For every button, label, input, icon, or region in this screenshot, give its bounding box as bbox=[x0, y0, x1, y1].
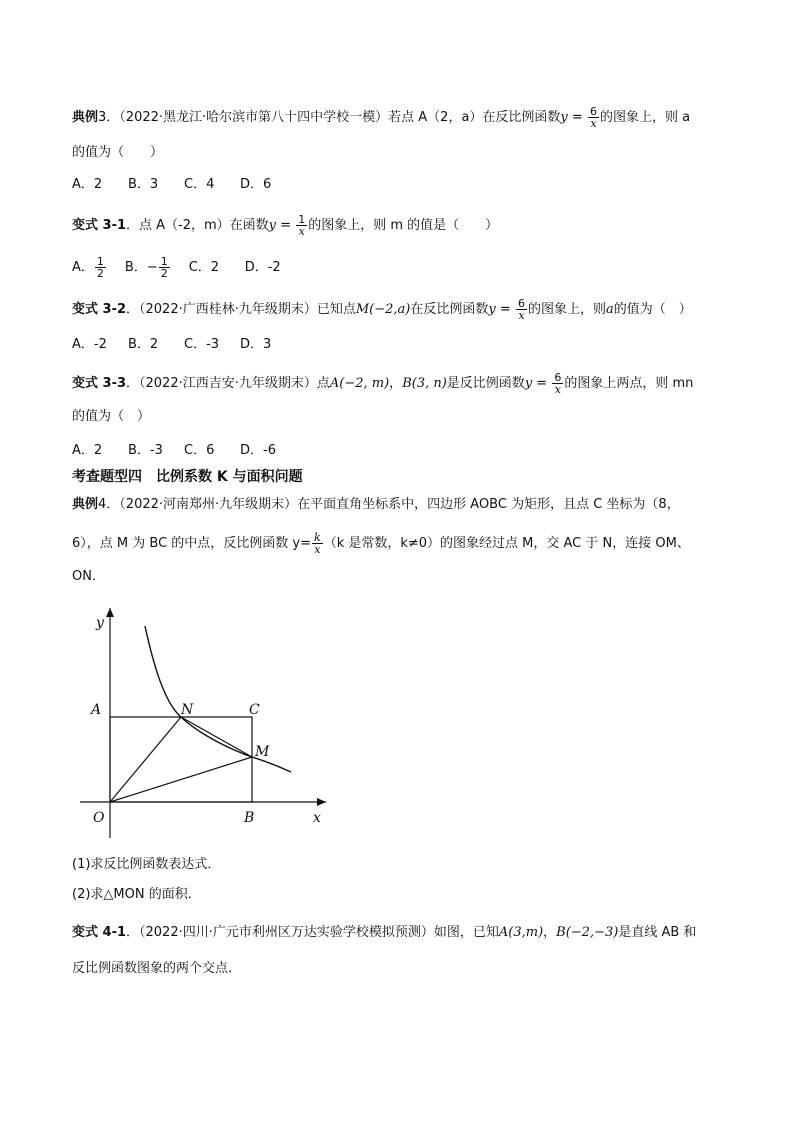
option-b: B．2 bbox=[128, 337, 159, 352]
variant-3-3-text-a: ．（2022·江西吉安·九年级期末）点 bbox=[126, 376, 330, 391]
option-d: D．3 bbox=[240, 337, 272, 352]
option-c: C．6 bbox=[184, 443, 215, 458]
example-4-line-3: ON． bbox=[72, 569, 105, 584]
option-c: C．2 bbox=[188, 260, 220, 275]
variant-4-1-line-2: 反比例函数图象的两个交点． bbox=[72, 961, 242, 976]
variant-3-2-text-c: 的图象上，则 bbox=[527, 302, 606, 317]
variant-3-2-y: y bbox=[488, 302, 496, 317]
variant-3-1-text-b: 的图象上，则 m 的值是（ ） bbox=[308, 218, 499, 233]
option-a-den: 2 bbox=[96, 267, 104, 280]
option-d: D．-2 bbox=[244, 260, 281, 275]
example-3-eq: = bbox=[567, 110, 587, 125]
variant-3-3-point-b: B(3, n) bbox=[402, 376, 447, 391]
variant-3-2-eq: = bbox=[495, 302, 515, 317]
variant-3-1-eq: = bbox=[276, 218, 296, 233]
variant-3-2-text-d: 的值为（ ） bbox=[613, 302, 692, 317]
option-a-label: A． bbox=[72, 260, 94, 275]
variant-3-3-frac-num: 6 bbox=[554, 371, 562, 384]
rectangle-aobc bbox=[110, 717, 252, 802]
label-m: M bbox=[255, 744, 270, 760]
label-y: y bbox=[96, 615, 104, 631]
option-b-label: B． bbox=[124, 260, 147, 275]
option-b: B．-3 bbox=[128, 443, 163, 458]
variant-3-1-frac-den: x bbox=[298, 225, 305, 238]
option-c: C．4 bbox=[184, 177, 215, 192]
variant-3-3-frac-den: x bbox=[554, 383, 561, 396]
label-b: B bbox=[244, 810, 255, 826]
option-b-sign: − bbox=[146, 260, 158, 275]
variant-3-1-label: 变式 3-1 bbox=[72, 218, 127, 233]
question-2: (2)求△MON 的面积． bbox=[72, 887, 201, 902]
section-heading: 考查题型四 比例系数 K 与面积问题 bbox=[72, 469, 303, 485]
option-b-den: 2 bbox=[160, 267, 168, 280]
example-3-label: 典例 bbox=[72, 110, 99, 125]
variant-3-1-y: y bbox=[268, 218, 277, 233]
example-4-number: 4 bbox=[98, 497, 107, 512]
variant-3-2-point: M(−2,a) bbox=[355, 302, 411, 317]
question-1: (1)求反比例函数表达式． bbox=[72, 857, 221, 872]
variant-3-2-frac-den: x bbox=[518, 309, 525, 322]
variant-4-1-line-1 bbox=[72, 924, 696, 942]
segment-nm bbox=[181, 717, 252, 757]
example-3-frac-num: 6 bbox=[589, 105, 597, 118]
variant-4-1-point-b: B(−2,−3) bbox=[556, 925, 619, 940]
label-o: O bbox=[93, 810, 105, 826]
variant-3-1-frac-num: 1 bbox=[298, 213, 306, 226]
example-3-y: y bbox=[560, 110, 568, 125]
variant-3-3-label: 变式 3-3 bbox=[72, 376, 127, 391]
variant-3-3-point-a: A(−2, m) bbox=[329, 376, 390, 391]
example-4-frac-num: k bbox=[314, 531, 321, 544]
label-c: C bbox=[249, 702, 260, 718]
example-4-frac-den: x bbox=[314, 543, 321, 556]
variant-4-1-comma: ， bbox=[543, 925, 557, 940]
option-b: B．3 bbox=[128, 177, 159, 192]
example-4-text-2b: （k 是常数，k≠0）的图象经过点 M，交 AC 于 N，连接 OM、 bbox=[323, 536, 690, 551]
example-3-frac-den: x bbox=[590, 117, 597, 130]
option-d: D．-6 bbox=[240, 443, 276, 458]
variant-3-3-line-2: 的值为（ ） bbox=[72, 409, 151, 424]
variant-3-3-text-c: 的图象上两点，则 mn bbox=[564, 376, 694, 391]
variant-3-3-text-b: 是反比例函数 bbox=[446, 376, 525, 391]
example-4-text-1: ．（2022·河南郑州·九年级期末）在平面直角坐标系中，四边形 AOBC 为矩形，且点 C 坐标为（8， bbox=[106, 497, 680, 512]
variant-3-2-frac-num: 6 bbox=[517, 297, 525, 310]
example-3-line-2: 的值为（ ） bbox=[72, 145, 164, 160]
variant-3-2-text-b: 在反比例函数 bbox=[410, 302, 489, 317]
variant-3-1-text-a: ．点 A（-2，m）在函数 bbox=[126, 218, 269, 233]
variant-3-3-eq: = bbox=[532, 376, 552, 391]
option-a: A．2 bbox=[72, 443, 103, 458]
x-axis-arrow bbox=[317, 798, 326, 806]
option-b-num: 1 bbox=[160, 255, 168, 268]
segment-on bbox=[110, 717, 181, 802]
example-3-number: 3 bbox=[98, 110, 107, 125]
option-a: A．2 bbox=[72, 177, 103, 192]
example-4-text-2a: 6），点 M 为 BC 的中点，反比例函数 y= bbox=[72, 536, 312, 551]
label-n: N bbox=[181, 702, 194, 718]
variant-4-1-text-a: ．（2022·四川·广元市利州区万达实验学校模拟预测）如图，已知 bbox=[126, 925, 499, 940]
example-3-after: 的图象上，则 a bbox=[599, 110, 691, 125]
option-c: C．-3 bbox=[184, 337, 220, 352]
variant-3-2-a: a bbox=[605, 302, 614, 317]
label-x: x bbox=[313, 810, 321, 826]
variant-4-1-label: 变式 4-1 bbox=[72, 925, 127, 940]
example-3-source: ．（2022·黑龙江·哈尔滨市第八十四中学校一模）若点 A（2，a）在反比例函数 bbox=[106, 110, 561, 125]
label-a: A bbox=[91, 702, 102, 718]
example-4-label: 典例 bbox=[72, 497, 99, 512]
variant-4-1-point-a: A(3,m) bbox=[498, 925, 544, 940]
variant-3-3-y: y bbox=[524, 376, 533, 391]
segment-om bbox=[110, 757, 252, 802]
y-axis-arrow bbox=[106, 608, 114, 617]
variant-3-2-label: 变式 3-2 bbox=[72, 302, 127, 317]
variant-3-2-text-a: ．（2022·广西桂林·九年级期末）已知点 bbox=[126, 302, 356, 317]
variant-4-1-text-b: 是直线 AB 和 bbox=[618, 925, 697, 940]
option-a-num: 1 bbox=[96, 255, 104, 268]
option-d: D．6 bbox=[240, 177, 272, 192]
variant-3-3-comma: ， bbox=[389, 376, 403, 391]
option-a: A．-2 bbox=[72, 337, 107, 352]
